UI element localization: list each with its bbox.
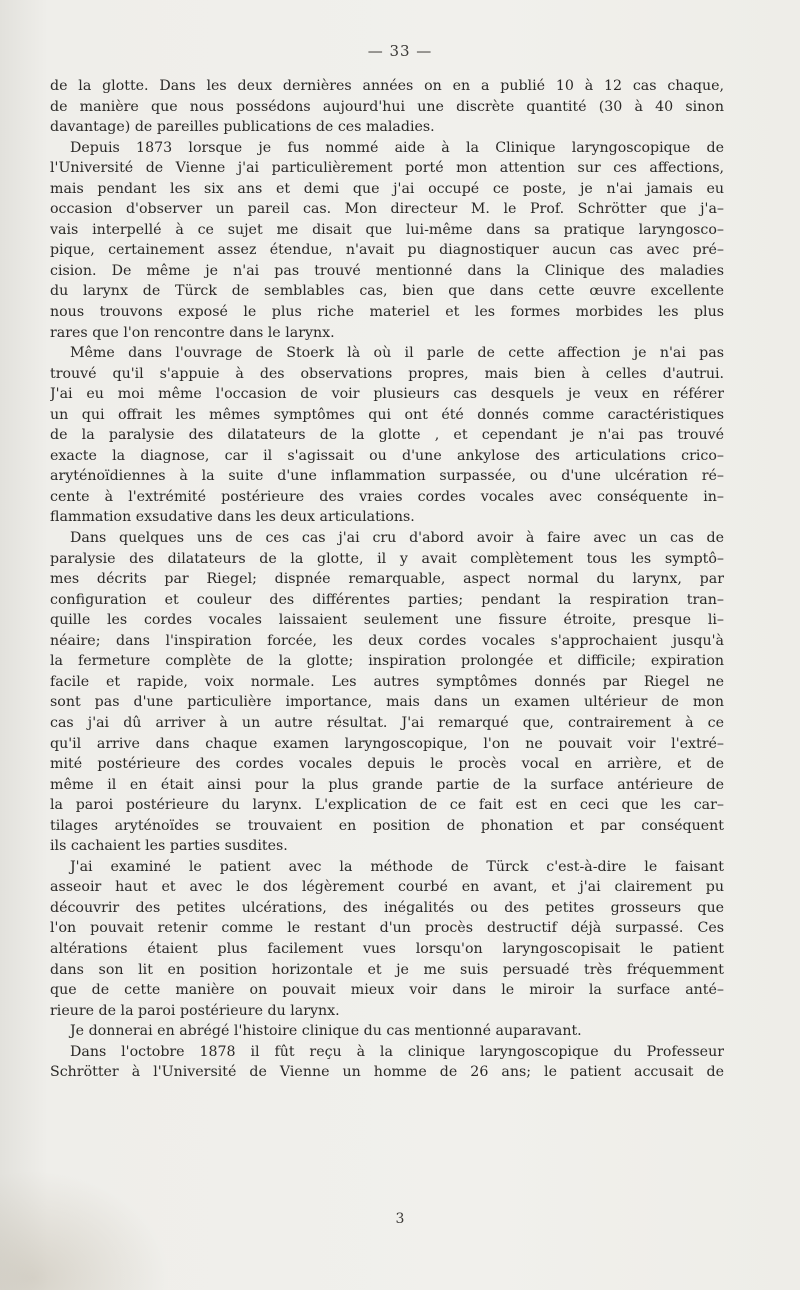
text-line: mais pendant les six ans et demi que j'ai occupé ce poste, je n'ai jamais eu bbox=[50, 180, 724, 197]
text-line: cas j'ai dû arriver à un autre résultat. J'ai remarqué que, contrairement à ce bbox=[50, 714, 724, 731]
text-line: asseoir haut et avec le dos légèrement courbé en avant, et j'ai clairement pu bbox=[50, 879, 724, 896]
text-line: même il en était ainsi pour la plus grande partie de la surface antérieure de bbox=[50, 776, 724, 793]
text-line: un qui offrait les mêmes symptômes qui ont été donnés comme caractéristiques bbox=[50, 406, 724, 423]
text-line: mes décrits par Riegel; dispnée remarquable, aspect normal du larynx, par bbox=[50, 571, 724, 588]
text-line: pique, certainement assez étendue, n'avait pu diagnostiquer aucun cas avec pré– bbox=[50, 242, 724, 259]
text-line: exacte la diagnose, car il s'agissait ou d'une ankylose des articulations crico– bbox=[50, 447, 724, 464]
text-line: du larynx de Türck de semblables cas, bien que dans cette œuvre excellente bbox=[50, 283, 724, 300]
text-line: J'ai examiné le patient avec la méthode de Türck c'est-à-dire le faisant bbox=[70, 858, 724, 875]
paragraph bbox=[50, 1021, 724, 1042]
text-line: qu'il arrive dans chaque examen laryngoscopique, l'on ne pouvait voir l'extré– bbox=[50, 735, 724, 752]
folio-signature: 3 bbox=[395, 1211, 405, 1227]
running-head: — 33 — bbox=[367, 42, 433, 60]
text-line: davantage) de pareilles publications de ces maladies. bbox=[50, 119, 435, 136]
paragraph bbox=[50, 1042, 724, 1083]
text-line: altérations étaient plus facilement vues lorsqu'on laryngoscopisait le patient bbox=[50, 940, 724, 957]
text-line: aryténoïdiennes à la suite d'une inflammation surpassée, ou d'une ulcération ré– bbox=[50, 468, 724, 485]
text-line: l'Université de Vienne j'ai particulièrement porté mon attention sur ces affections, bbox=[50, 160, 724, 177]
text-line: quille les cordes vocales laissaient seulement une fissure étroite, presque li– bbox=[50, 612, 724, 629]
text-line: J'ai eu moi même l'occasion de voir plusieurs cas desquels je veux en référer bbox=[50, 386, 724, 403]
text-line: de la glotte. Dans les deux dernières années on en a publié 10 à 12 cas chaque, bbox=[50, 78, 724, 94]
text-line: Dans quelques uns de ces cas j'ai cru d'abord avoir à faire avec un cas de bbox=[70, 530, 724, 547]
text-line: l'on pouvait retenir comme le restant d'un procès destructif déjà surpassé. Ces bbox=[50, 920, 724, 937]
text-line: la paroi postérieure du larynx. L'explication de ce fait est en ceci que les car– bbox=[50, 797, 724, 814]
text-line: Schrötter à l'Université de Vienne un homme de 26 ans; le patient accusait de bbox=[50, 1064, 724, 1081]
paper-stain bbox=[0, 1170, 170, 1290]
text-line: facile et rapide, voix normale. Les autres symptômes donnés par Riegel ne bbox=[50, 673, 724, 690]
text-line: Je donnerai en abrégé l'histoire clinique du cas mentionné auparavant. bbox=[70, 1023, 582, 1040]
text-line: de la paralysie des dilatateurs de la glotte , et cependant je n'ai pas trouvé bbox=[50, 427, 724, 444]
text-line: rieure de la paroi postérieure du larynx. bbox=[50, 1002, 340, 1019]
text-line: Dans l'octobre 1878 il fût reçu à la clinique laryngoscopique du Professeur bbox=[70, 1043, 724, 1060]
paragraph bbox=[50, 857, 724, 1021]
text-line: de manière que nous possédons aujourd'hui une discrète quantité (30 à 40 sinon bbox=[50, 98, 724, 115]
text-line: rares que l'on rencontre dans le larynx. bbox=[50, 324, 335, 341]
text-line: mité postérieure des cordes vocales depuis le procès vocal en arrière, et de bbox=[50, 756, 724, 773]
text-line: la fermeture complète de la glotte; inspiration prolongée et difficile; expiration bbox=[50, 653, 724, 670]
text-line: vais interpellé à ce sujet me disait que lui-même dans sa pratique laryngosco– bbox=[50, 221, 724, 238]
page-body bbox=[50, 76, 724, 1083]
text-line: flammation exsudative dans les deux articulations. bbox=[50, 509, 415, 526]
text-line: sont pas d'une particulière importance, mais dans un examen ultérieur de mon bbox=[50, 694, 724, 711]
text-line: ils cachaient les parties susdites. bbox=[50, 838, 288, 855]
text-line: paralysie des dilatateurs de la glotte, il y avait complètement tous les symptô– bbox=[50, 550, 724, 567]
paragraph bbox=[50, 528, 724, 857]
text-line: occasion d'observer un pareil cas. Mon directeur M. le Prof. Schrötter que j'a– bbox=[50, 201, 724, 218]
text-line: Depuis 1873 lorsque je fus nommé aide à la Clinique laryngoscopique de bbox=[70, 139, 724, 156]
text-line: tilages aryténoïdes se trouvaient en position de phonation et par conséquent bbox=[50, 817, 724, 834]
text-line: dans son lit en position horizontale et je me suis persuadé très fréquemment bbox=[50, 961, 724, 978]
text-line: néaire; dans l'inspiration forcée, les deux cordes vocales s'approchaient jusqu'à bbox=[50, 632, 724, 649]
text-line: Même dans l'ouvrage de Stoerk là où il parle de cette affection je n'ai pas bbox=[70, 345, 724, 362]
paragraph bbox=[50, 138, 724, 343]
text-line: découvrir des petites ulcérations, des inégalités ou des petites grosseurs que bbox=[50, 899, 724, 916]
text-line: configuration et couleur des différentes parties; pendant la respiration tran– bbox=[50, 591, 724, 608]
text-line: que de cette manière on pouvait mieux voir dans le miroir la surface anté– bbox=[50, 982, 724, 999]
paragraph bbox=[50, 343, 724, 528]
text-line: cision. De même je n'ai pas trouvé mentionné dans la Clinique des maladies bbox=[50, 262, 724, 279]
text-line: cente à l'extrémité postérieure des vraies cordes vocales avec conséquente in– bbox=[50, 488, 724, 505]
paragraph bbox=[50, 76, 724, 138]
text-line: trouvé qu'il s'appuie à des observations propres, mais bien à celles d'autrui. bbox=[50, 365, 724, 382]
text-line: nous trouvons exposé le plus riche materiel et les formes morbides les plus bbox=[50, 304, 724, 321]
